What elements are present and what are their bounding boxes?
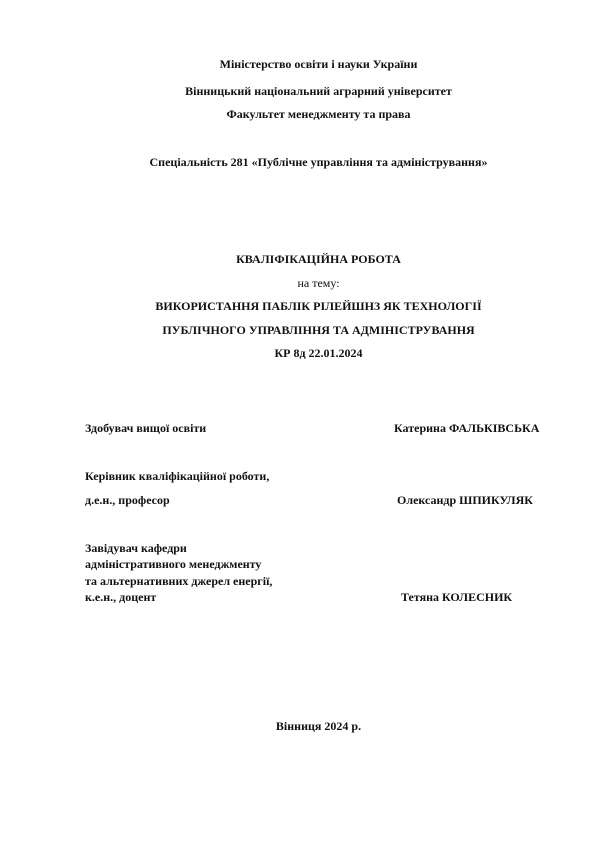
supervisor-role-line-1: Керівник кваліфікаційної роботи, xyxy=(85,469,270,483)
ministry-line: Міністерство освіти і науки України xyxy=(219,57,418,71)
university-line: Вінницький національний аграрний університет xyxy=(185,84,452,98)
head-role-line-3: та альтернативних джерел енергії, xyxy=(85,574,273,588)
head-name: Тетяна КОЛЕСНИК xyxy=(401,590,513,604)
supervisor-name: Олександр ШПИКУЛЯК xyxy=(397,493,533,507)
work-code: КР 8д 22.01.2024 xyxy=(274,346,363,360)
supervisor-role-line-2: д.е.н., професор xyxy=(85,493,170,507)
student-role: Здобувач вищої освіти xyxy=(85,421,207,435)
head-role-line-4: к.е.н., доцент xyxy=(85,590,157,604)
faculty-line: Факультет менеджменту та права xyxy=(226,107,411,121)
head-role-line-2: адміністративного менеджменту xyxy=(85,557,262,571)
student-name: Катерина ФАЛЬКІВСЬКА xyxy=(394,421,540,435)
head-role-line-1: Завідувач кафедри xyxy=(85,541,187,555)
work-title-line-2: ПУБЛІЧНОГО УПРАВЛІННЯ ТА АДМІНІСТРУВАННЯ xyxy=(162,323,475,337)
specialty-line: Спеціальність 281 «Публічне управління та адміністрування» xyxy=(149,155,488,169)
city-year: Вінниця 2024 р. xyxy=(275,719,362,733)
work-title-line-1: ВИКОРИСТАННЯ ПАБЛІК РІЛЕЙШНЗ ЯК ТЕХНОЛОГІЇ xyxy=(155,299,482,313)
work-type-heading: КВАЛІФІКАЦІЙНА РОБОТА xyxy=(236,252,401,266)
on-topic-label: на тему: xyxy=(297,276,340,290)
